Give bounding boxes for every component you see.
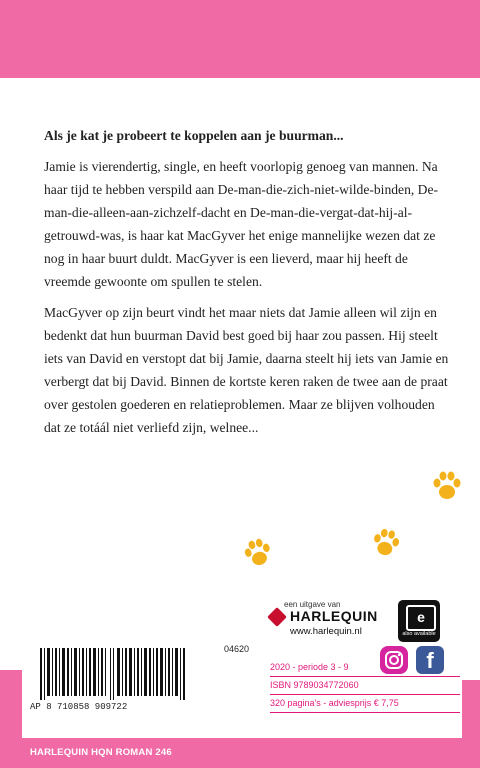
divider bbox=[270, 676, 460, 677]
right-pink-strip bbox=[462, 680, 480, 738]
barcode-bars bbox=[40, 648, 190, 700]
barcode-number: AP 8 710858 909722 bbox=[30, 702, 128, 712]
divider bbox=[270, 694, 460, 695]
harlequin-logo-icon bbox=[267, 607, 287, 627]
blurb-paragraph-1: Jamie is vierendertig, single, en heeft voorlopig genoeg van mannen. Na haar tijd te hebben verspild aan De-man-die-zich-niet-wilde-binden, De-man-die-alleen-aan-zichzelf-dacht en De-man-die-vergat-dat-hij-al-getrouwd-was, is haar kat MacGyver het enige mannelijke wezen dat ze nog in haar buurt duldt. MacGyver is een lieverd, maar hij heeft de vreemde gewoonte om spullen te stelen. bbox=[44, 159, 439, 289]
paw-print-icon bbox=[430, 470, 464, 502]
blurb-paragraph-2: MacGyver op zijn beurt vindt het maar niets dat Jamie alleen wil zijn en bedenkt dat hun buurman David best goed bij haar zou passen. Hij steelt iets van David en verstopt dat bij Jamie, daarna steelt hij iets van Jamie en verbergt dat bij David. Binnen de kortste keren raken de twee aan de praat over gestolen goederen en relatieproblemen. Maar ze blijven volhouden dat ze totáál niet verliefd zijn, welnee... bbox=[44, 305, 449, 435]
paw-print-icon bbox=[370, 528, 402, 558]
back-cover-text bbox=[44, 124, 454, 447]
ebook-label: also available bbox=[402, 631, 436, 637]
paw-print-icon bbox=[242, 538, 274, 568]
publisher-tagline: een uitgave van bbox=[284, 600, 341, 609]
top-pink-band bbox=[0, 0, 480, 78]
divider bbox=[270, 712, 460, 713]
headline: Als je kat je probeert te koppelen aan je buurman... bbox=[44, 128, 344, 143]
publisher-name: HARLEQUIN bbox=[290, 608, 378, 624]
barcode bbox=[30, 630, 258, 712]
barcode-top-number: 04620 bbox=[224, 644, 250, 654]
publisher-url: www.harlequin.nl bbox=[290, 626, 362, 637]
ebook-mark: e bbox=[406, 605, 436, 631]
spine-label: HARLEQUIN HQN ROMAN 246 bbox=[30, 747, 172, 758]
bottom-pink-band bbox=[0, 738, 480, 768]
price-text: 320 pagina's - adviesprijs € 7,75 bbox=[270, 698, 399, 708]
period-text: 2020 - periode 3 - 9 bbox=[270, 662, 349, 672]
isbn-text: ISBN 9789034772060 bbox=[270, 680, 359, 690]
ebook-icon bbox=[398, 600, 440, 642]
left-pink-strip bbox=[0, 670, 22, 738]
instagram-icon bbox=[380, 646, 408, 674]
facebook-icon: f bbox=[416, 646, 444, 674]
